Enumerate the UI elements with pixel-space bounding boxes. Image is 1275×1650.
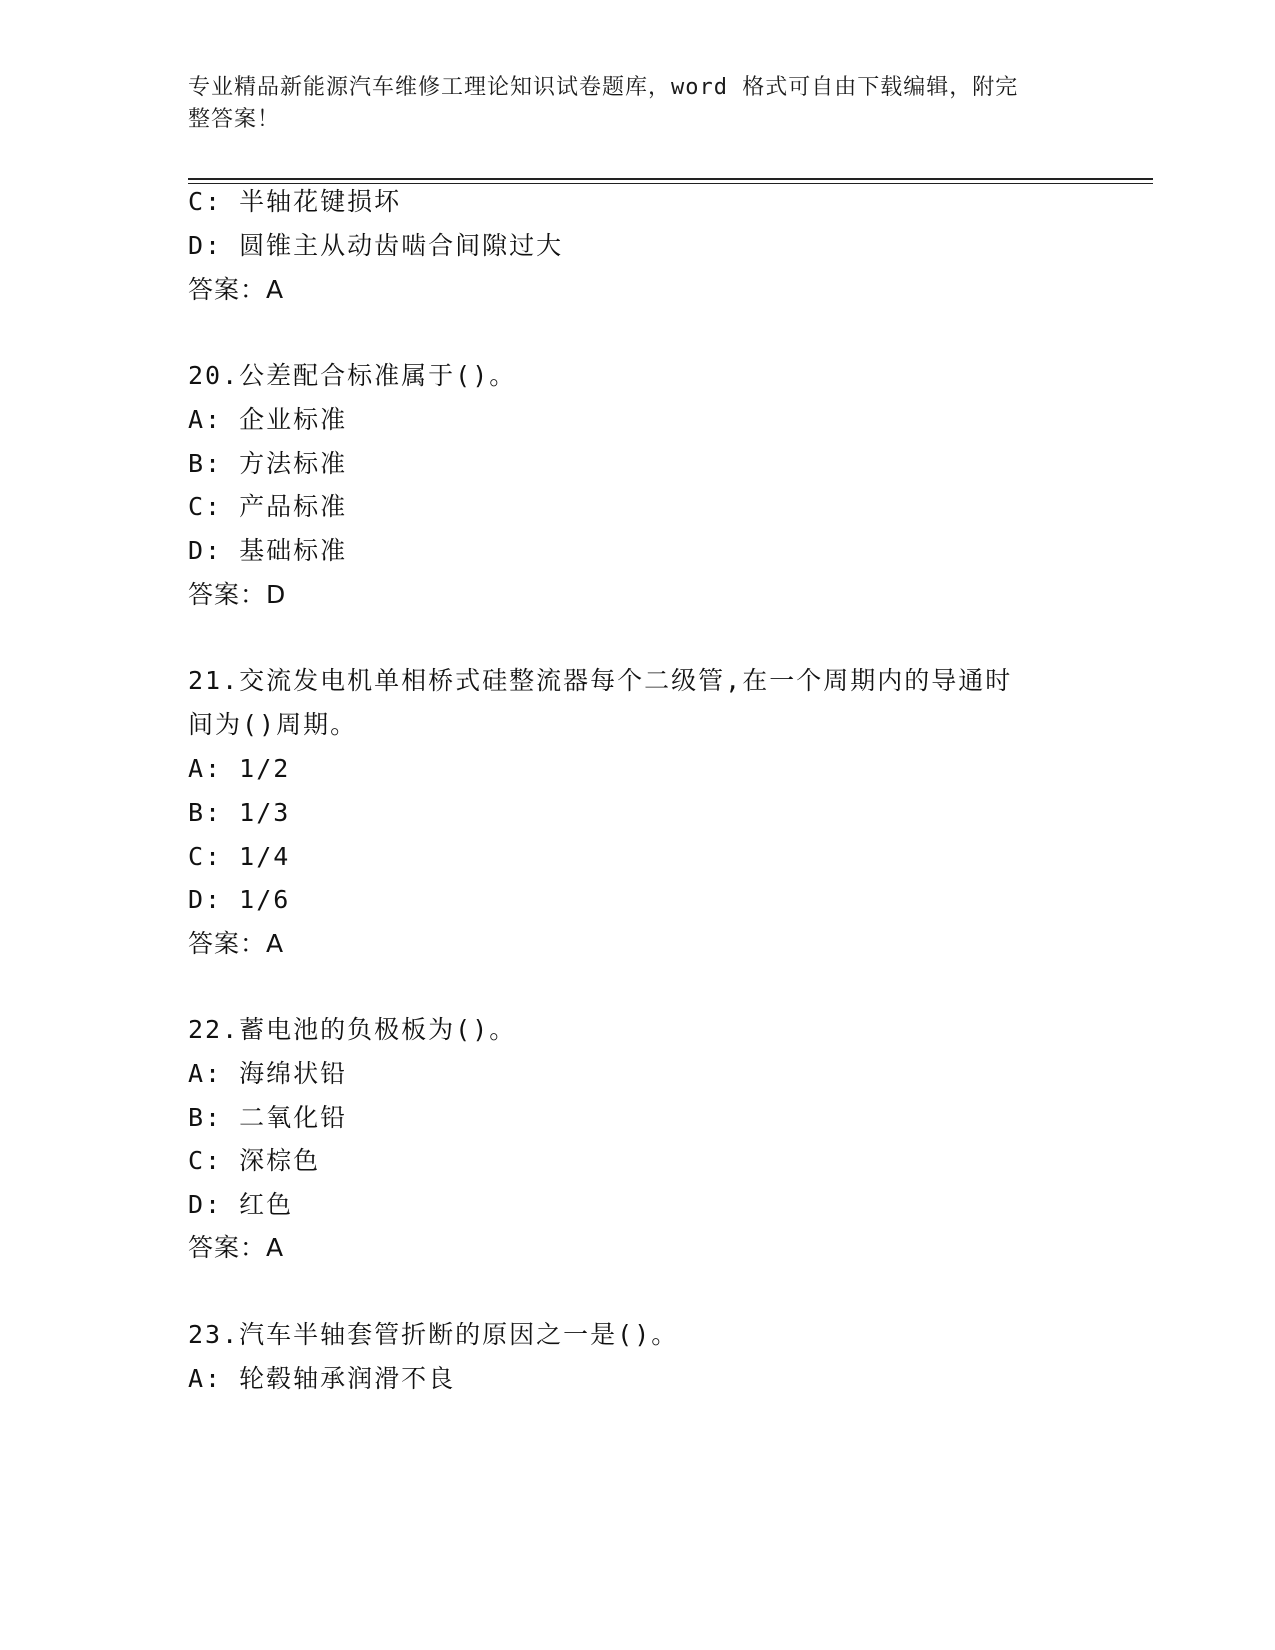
question-22-option-c: C: 深棕色 bbox=[188, 1146, 321, 1175]
question-20-option-a: A: 企业标准 bbox=[188, 405, 348, 434]
question-22-answer: 答案：A bbox=[188, 1233, 285, 1262]
document-header bbox=[188, 72, 1068, 136]
prev-question-option-d: D: 圆锥主从动齿啮合间隙过大 bbox=[188, 231, 564, 260]
question-21-stem-line-1: 21.交流发电机单相桥式硅整流器每个二级管,在一个周期内的导通时 bbox=[188, 666, 1013, 695]
prev-question-answer: 答案：A bbox=[188, 275, 285, 304]
question-22-option-d: D: 红色 bbox=[188, 1190, 294, 1219]
header-divider-thick bbox=[188, 178, 1153, 180]
question-21-stem-line-2: 间为()周期。 bbox=[188, 710, 358, 739]
header-divider-thin bbox=[188, 183, 1153, 184]
question-21-option-d: D: 1/6 bbox=[188, 885, 291, 914]
header-line-1: 专业精品新能源汽车维修工理论知识试卷题库，word 格式可自由下载编辑，附完 bbox=[188, 75, 1019, 100]
question-22-stem: 22.蓄电池的负极板为()。 bbox=[188, 1015, 517, 1044]
question-20-option-b: B: 方法标准 bbox=[188, 449, 348, 478]
question-21-option-c: C: 1/4 bbox=[188, 842, 291, 871]
question-21-option-a: A: 1/2 bbox=[188, 754, 291, 783]
prev-question-option-c: C: 半轴花键损坏 bbox=[188, 187, 402, 216]
question-23-option-a: A: 轮毂轴承润滑不良 bbox=[188, 1364, 456, 1393]
question-22-option-a: A: 海绵状铅 bbox=[188, 1059, 348, 1088]
header-line-2: 整答案！ bbox=[188, 107, 281, 132]
question-21-answer: 答案：A bbox=[188, 929, 285, 958]
question-20-option-d: D: 基础标准 bbox=[188, 536, 348, 565]
question-20-answer: 答案：D bbox=[188, 580, 287, 609]
question-22-option-b: B: 二氧化铅 bbox=[188, 1103, 348, 1132]
question-23-stem: 23.汽车半轴套管折断的原因之一是()。 bbox=[188, 1320, 679, 1349]
question-21-option-b: B: 1/3 bbox=[188, 798, 291, 827]
question-20-option-c: C: 产品标准 bbox=[188, 492, 348, 521]
question-20-stem: 20.公差配合标准属于()。 bbox=[188, 361, 517, 390]
